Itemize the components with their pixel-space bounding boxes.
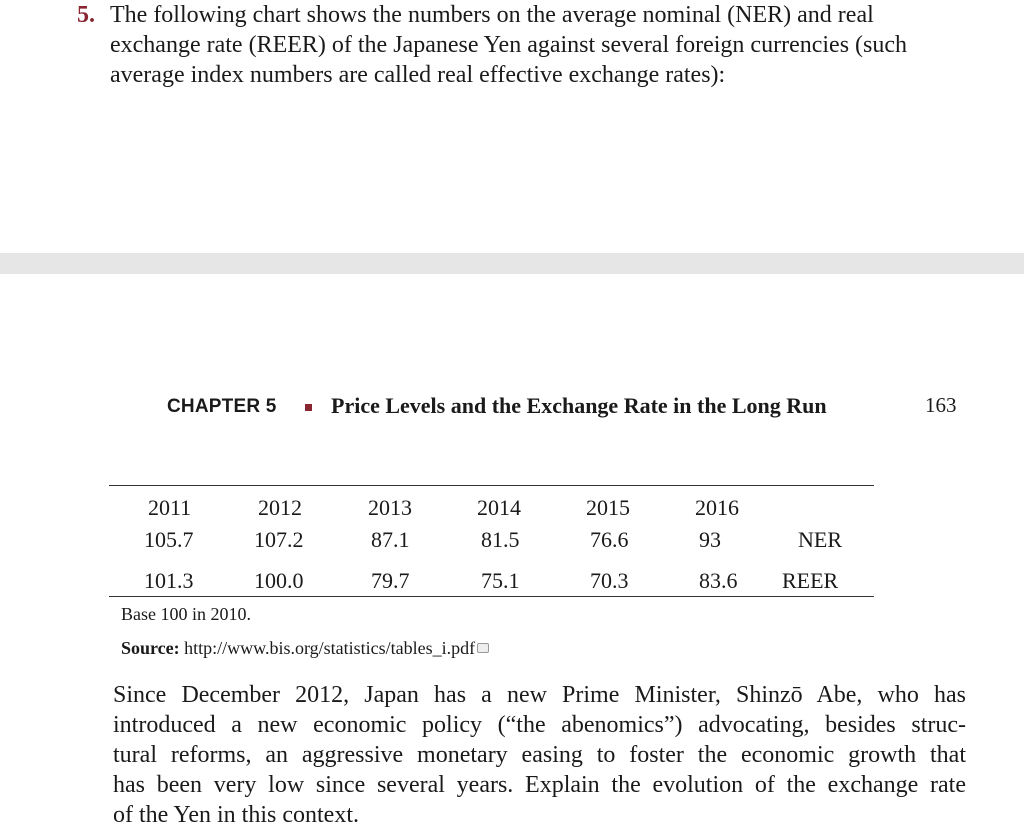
table-cell: 93: [699, 527, 721, 552]
table-cell: 100.0: [254, 568, 304, 593]
table-bottom-rule: [109, 596, 874, 597]
paragraph-line: has been very low since several years. Explain the evolution of the exchange rate: [113, 772, 966, 798]
table-cell: 107.2: [254, 527, 304, 552]
table-cell: 105.7: [144, 527, 194, 552]
year-header: 2015: [586, 495, 630, 520]
table-cell: 83.6: [699, 568, 738, 593]
year-header: 2012: [258, 495, 302, 520]
chapter-title: Price Levels and the Exchange Rate in the Long Run: [331, 393, 827, 418]
source-note: [121, 638, 489, 659]
external-link-icon[interactable]: [477, 643, 489, 653]
source-link[interactable]: http://www.bis.org/statistics/tables_i.pdf: [184, 638, 476, 658]
table-cell: 75.1: [481, 568, 520, 593]
page-separator: [0, 253, 1024, 274]
table-cell: 70.3: [590, 568, 629, 593]
table-cell: 76.6: [590, 527, 629, 552]
paragraph-line: tural reforms, an aggressive monetary easing to foster the economic growth that: [113, 742, 966, 768]
question-line: average index numbers are called real effective exchange rates):: [110, 62, 726, 88]
table-cell: 87.1: [371, 527, 410, 552]
row-label-reer: REER: [782, 568, 839, 593]
source-label: Source:: [121, 638, 180, 658]
question-line: The following chart shows the numbers on the average nominal (NER) and real: [110, 2, 874, 28]
page-number: 163: [925, 393, 957, 417]
paragraph-line: introduced a new economic policy (“the abenomics”) advocating, besides struc-: [113, 712, 966, 738]
question-number: 5.: [77, 2, 95, 28]
running-head: [0, 392, 1024, 422]
question-text: [110, 0, 970, 90]
paragraph-line: Since December 2012, Japan has a new Prime Minister, Shinzō Abe, who has: [113, 682, 966, 708]
table-cell: 79.7: [371, 568, 410, 593]
table-top-rule: [109, 485, 874, 486]
year-header: 2013: [368, 495, 412, 520]
year-header: 2014: [477, 495, 521, 520]
table-cell: 81.5: [481, 527, 520, 552]
question-line: exchange rate (REER) of the Japanese Yen against several foreign currencies (such: [110, 32, 908, 58]
chapter-label: CHAPTER 5: [167, 396, 277, 417]
row-label-ner: NER: [798, 527, 842, 552]
base-note: Base 100 in 2010.: [121, 604, 251, 624]
paragraph-line: of the Yen in this context.: [113, 802, 359, 828]
square-bullet-icon: [305, 404, 312, 411]
year-header: 2016: [695, 495, 739, 520]
table-cell: 101.3: [144, 568, 194, 593]
year-header: 2011: [148, 495, 192, 520]
body-paragraph: [113, 680, 966, 830]
